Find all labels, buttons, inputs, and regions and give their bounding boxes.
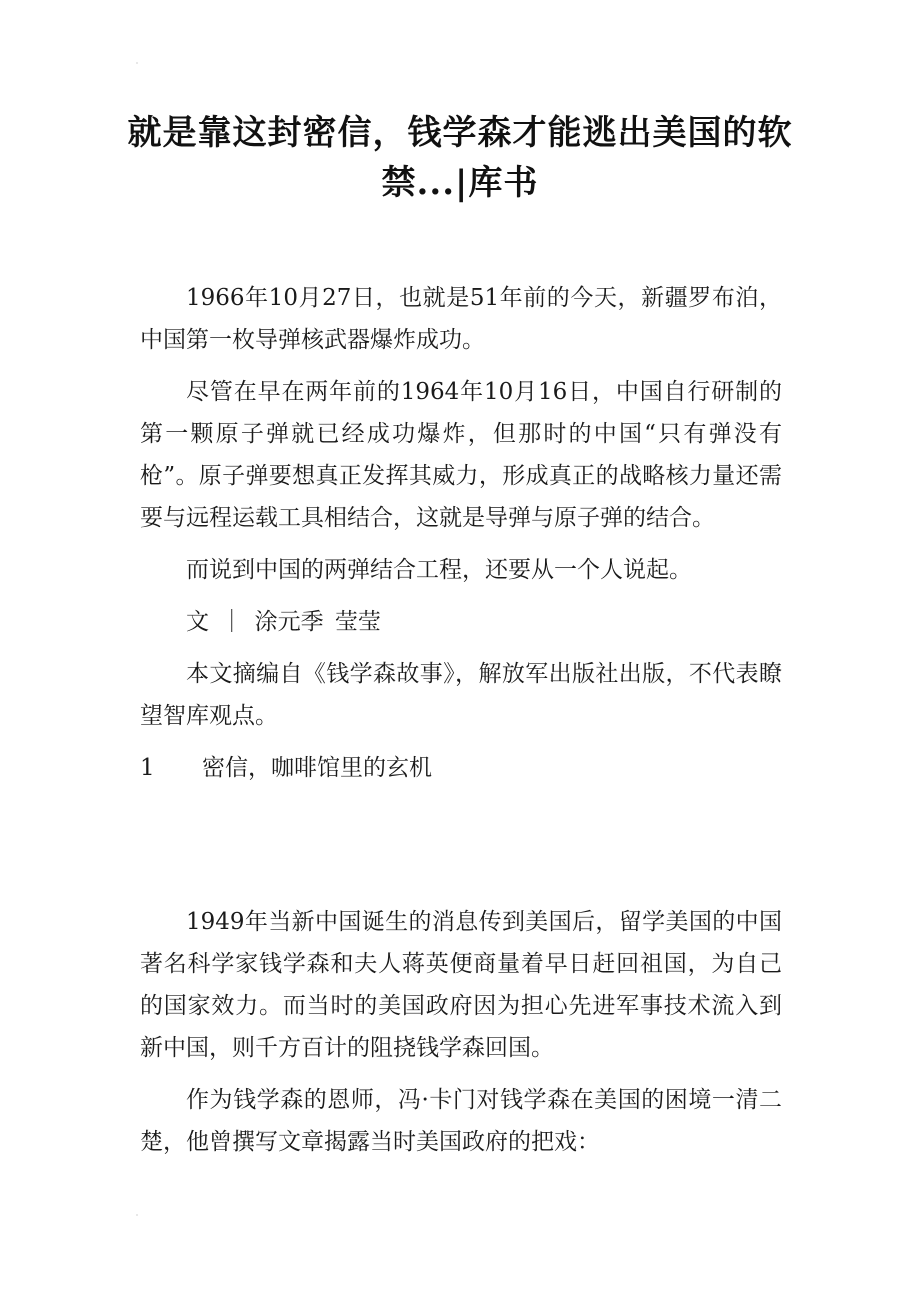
paragraph: 1949年当新中国诞生的消息传到美国后，留学美国的中国著名科学家钱学森和夫人蒋英便商量着早日赶回祖国，为自己的国家效力。而当时的美国政府因为担心先进军事技术流入到新中国，则千方百计的阻挠钱学森回国。 [140, 909, 782, 1061]
paragraph: 而说到中国的两弹结合工程，还要从一个人说起。 [186, 557, 692, 583]
author-line: 文 ｜ 涂元季 莹莹 [186, 609, 381, 635]
section-body [140, 901, 782, 1173]
section-number: 1 [140, 755, 155, 781]
document-title: 就是靠这封密信，钱学森才能逃出美国的软禁...|库书 [127, 113, 793, 203]
source-note: 本文摘编自《钱学森故事》，解放军出版社出版，不代表瞭望智库观点。 [140, 661, 782, 729]
section-heading [140, 747, 782, 789]
page-corner-mark [136, 62, 138, 64]
intro-section [140, 277, 782, 799]
page-corner-mark [136, 1214, 138, 1216]
paragraph: 1966年10月27日，也就是51年前的今天，新疆罗布泊，中国第一枚导弹核武器爆炸成功。 [140, 285, 782, 353]
section-title: 密信，咖啡馆里的玄机 [202, 755, 432, 781]
paragraph: 作为钱学森的恩师，冯·卡门对钱学森在美国的困境一清二楚，他曾撰写文章揭露当时美国政府的把戏： [140, 1087, 782, 1155]
paragraph: 尽管在早在两年前的1964年10月16日，中国自行研制的第一颗原子弹就已经成功爆炸，但那时的中国“只有弹没有枪”。原子弹要想真正发挥其威力，形成真正的战略核力量还需要与远程运载工具相结合，这就是导弹与原子弹的结合。 [140, 379, 782, 531]
